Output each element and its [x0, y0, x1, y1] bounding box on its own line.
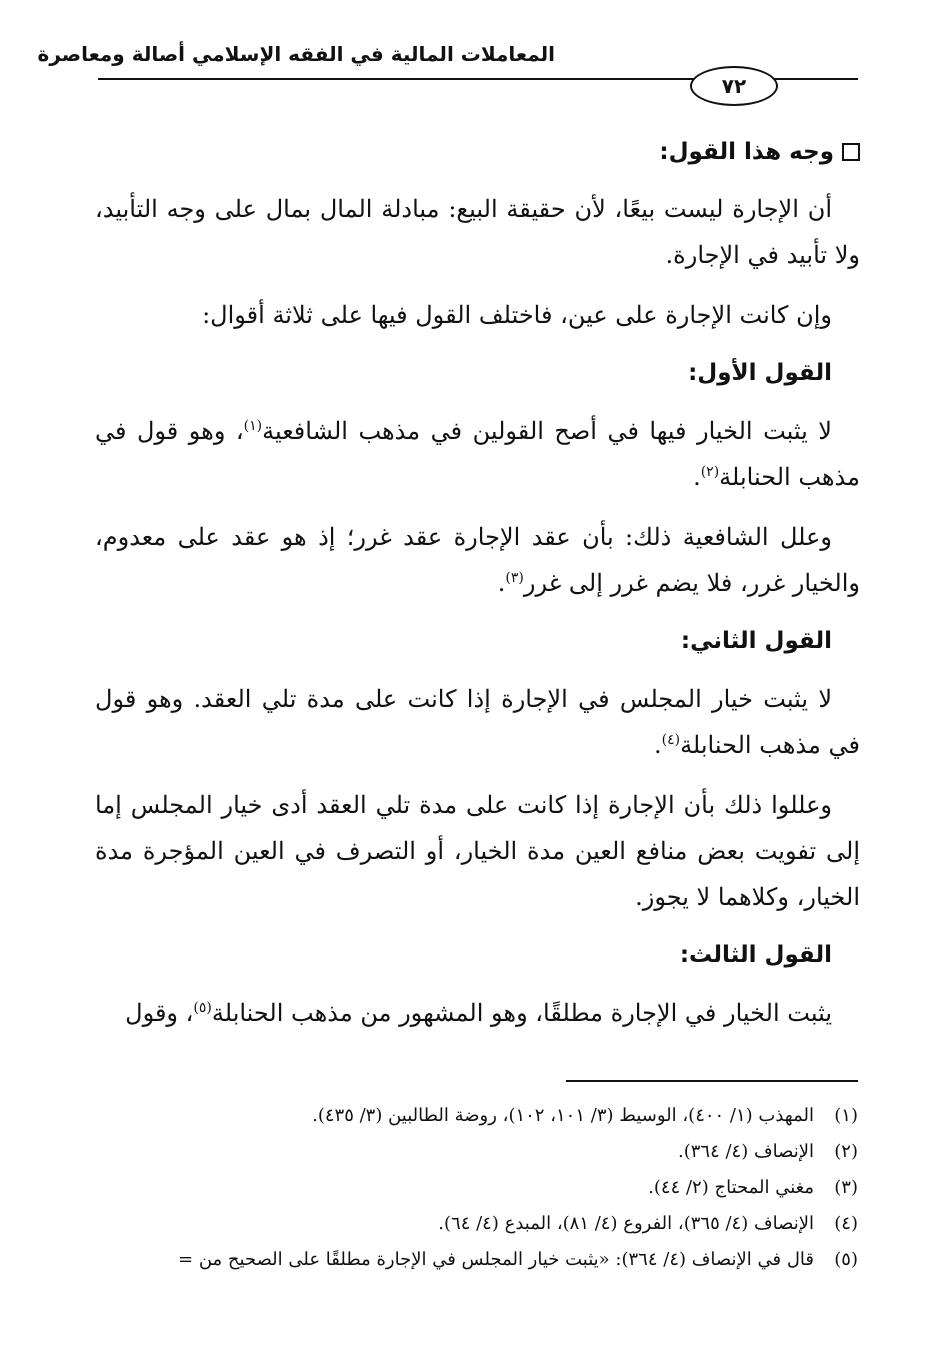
- running-header-title: المعاملات المالية في الفقه الإسلامي أصالة ومعاصرة: [37, 42, 555, 66]
- second-opinion-text: لا يثبت خيار المجلس في الإجارة إذا كانت على مدة تلي العقد. وهو قول في مذهب الحنابلة$^{(٤)}$.: [95, 685, 860, 759]
- footnote-ref-1[interactable]: (١): [243, 418, 263, 434]
- first-opinion-reason: وعلل الشافعية ذلك: بأن عقد الإجارة عقد غرر؛ إذ هو عقد على معدوم، والخيار غرر، فلا يضم غرر إلى غرر$^{(٣)}$.: [95, 523, 860, 597]
- second-opinion-reason: وعللوا ذلك بأن الإجارة إذا كانت على مدة تلي العقد أدى خيار المجلس إما إلى تفويت بعض منافع العين مدة الخيار، أو التصرف في العين المؤجرة مدة الخيار، وكلاهما لا يجوز.: [95, 791, 860, 911]
- footnote-ref-4[interactable]: (٤): [661, 732, 681, 748]
- second-opinion-heading: القول الثاني:: [680, 628, 832, 654]
- section-heading: [95, 130, 860, 174]
- footnote-ref-3[interactable]: (٣): [505, 570, 524, 586]
- footnote: (٣) مغني المحتاج (٢/ ٤٤).: [648, 1177, 858, 1198]
- paragraph-reasoning: أن الإجارة ليست بيعًا، لأن حقيقة البيع: مبادلة المال بمال على وجه التأبيد، ولا تأبيد في الإجارة.: [95, 195, 860, 269]
- first-opinion-heading: القول الأول:: [688, 360, 832, 386]
- footnote: (٢) الإنصاف (٤/ ٣٦٤).: [677, 1141, 858, 1162]
- first-opinion-text: لا يثبت الخيار فيها في أصح القولين في مذهب الشافعية$^{(١)}$، وهو قول في مذهب الحنابلة$^{(٢)}$.: [95, 417, 860, 491]
- main-text: [95, 130, 860, 1050]
- footnote: (٥) قال في الإنصاف (٤/ ٣٦٤): «يثبت خيار المجلس في الإجارة مطلقًا على الصحيح من =: [178, 1249, 858, 1270]
- footnote: (١) المهذب (١/ ٤٠٠)، الوسيط (٣/ ١٠١، ١٠٢)، روضة الطالبين (٣/ ٤٣٥).: [312, 1105, 858, 1126]
- footnote: (٤) الإنصاف (٤/ ٣٦٥)، الفروع (٤/ ٨١)، المبدع (٤/ ٦٤).: [438, 1213, 858, 1234]
- footnote-separator: [566, 1080, 858, 1082]
- footnotes: [78, 1098, 858, 1278]
- footnote-ref-2[interactable]: (٢): [700, 464, 720, 480]
- paragraph-intro-opinions: وإن كانت الإجارة على عين، فاختلف القول فيها على ثلاثة أقوال:: [202, 301, 832, 329]
- third-opinion-heading: القول الثالث:: [679, 942, 832, 968]
- square-bullet-icon: [842, 143, 860, 161]
- section-heading-text: وجه هذا القول:: [659, 139, 834, 165]
- footnote-ref-5[interactable]: (٥): [193, 1000, 212, 1016]
- page-number: ٧٢: [690, 66, 778, 106]
- third-opinion-text: يثبت الخيار في الإجارة مطلقًا، وهو المشهور من مذهب الحنابلة$^{(٥)}$، وقول: [125, 999, 832, 1027]
